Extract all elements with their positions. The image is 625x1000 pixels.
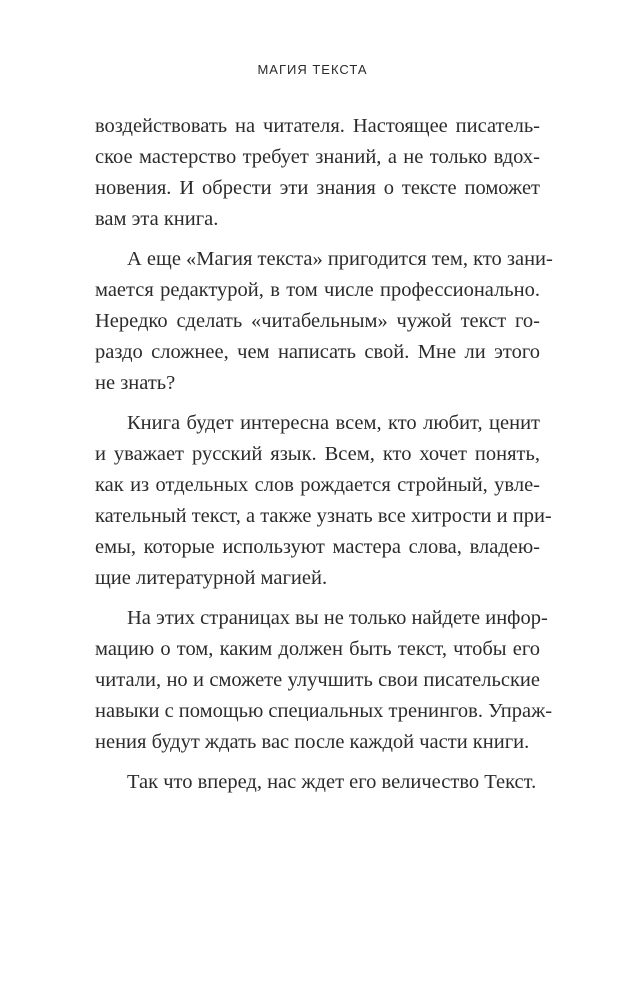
text-line: как из отдельных слов рождается стройный, увле-: [95, 474, 540, 496]
text-line: щие литературной магией.: [95, 567, 328, 589]
text-line: Нередко сделать «читабельным» чужой текст го-: [95, 310, 540, 332]
text-line: А еще «Магия текста» пригодится тем, кто зани-: [127, 248, 553, 270]
running-head-title: МАГИЯ ТЕКСТА: [257, 62, 368, 77]
text-line: емы, которые используют мастера слова, владею-: [95, 536, 540, 558]
text-line: навыки с помощью специальных тренингов. Упраж-: [95, 700, 553, 722]
text-line: нения будут ждать вас после каждой части книги.: [95, 731, 530, 753]
text-line: Так что вперед, нас ждет его величество Текст.: [127, 771, 537, 793]
paragraph: [95, 408, 552, 594]
text-line: и уважает русский язык. Всем, кто хочет понять,: [95, 443, 540, 465]
text-line: раздо сложнее, чем написать свой. Мне ли этого: [95, 341, 540, 363]
text-line: кательный текст, а также узнать все хитрости и при-: [95, 505, 552, 527]
text-line: На этих страницах вы не только найдете инфор-: [127, 607, 548, 629]
paragraph: [95, 767, 540, 798]
text-line: читали, но и сможете улучшить свои писательские: [95, 669, 540, 691]
text-line: вам эта книга.: [95, 208, 219, 230]
text-line: Книга будет интересна всем, кто любит, ценит: [127, 412, 540, 434]
paragraph: [95, 603, 553, 758]
text-line: новения. И обрести эти знания о тексте поможет: [95, 177, 540, 199]
text-line: мается редактурой, в том числе профессионально.: [95, 279, 540, 301]
body-text: [95, 111, 553, 807]
text-line: ское мастерство требует знаний, а не только вдох-: [95, 146, 540, 168]
paragraph: [95, 111, 540, 235]
text-line: мацию о том, каким должен быть текст, чтобы его: [95, 638, 540, 660]
text-line: не знать?: [95, 372, 176, 394]
paragraph: [95, 244, 553, 399]
text-line: воздействовать на читателя. Настоящее писатель-: [95, 115, 540, 137]
